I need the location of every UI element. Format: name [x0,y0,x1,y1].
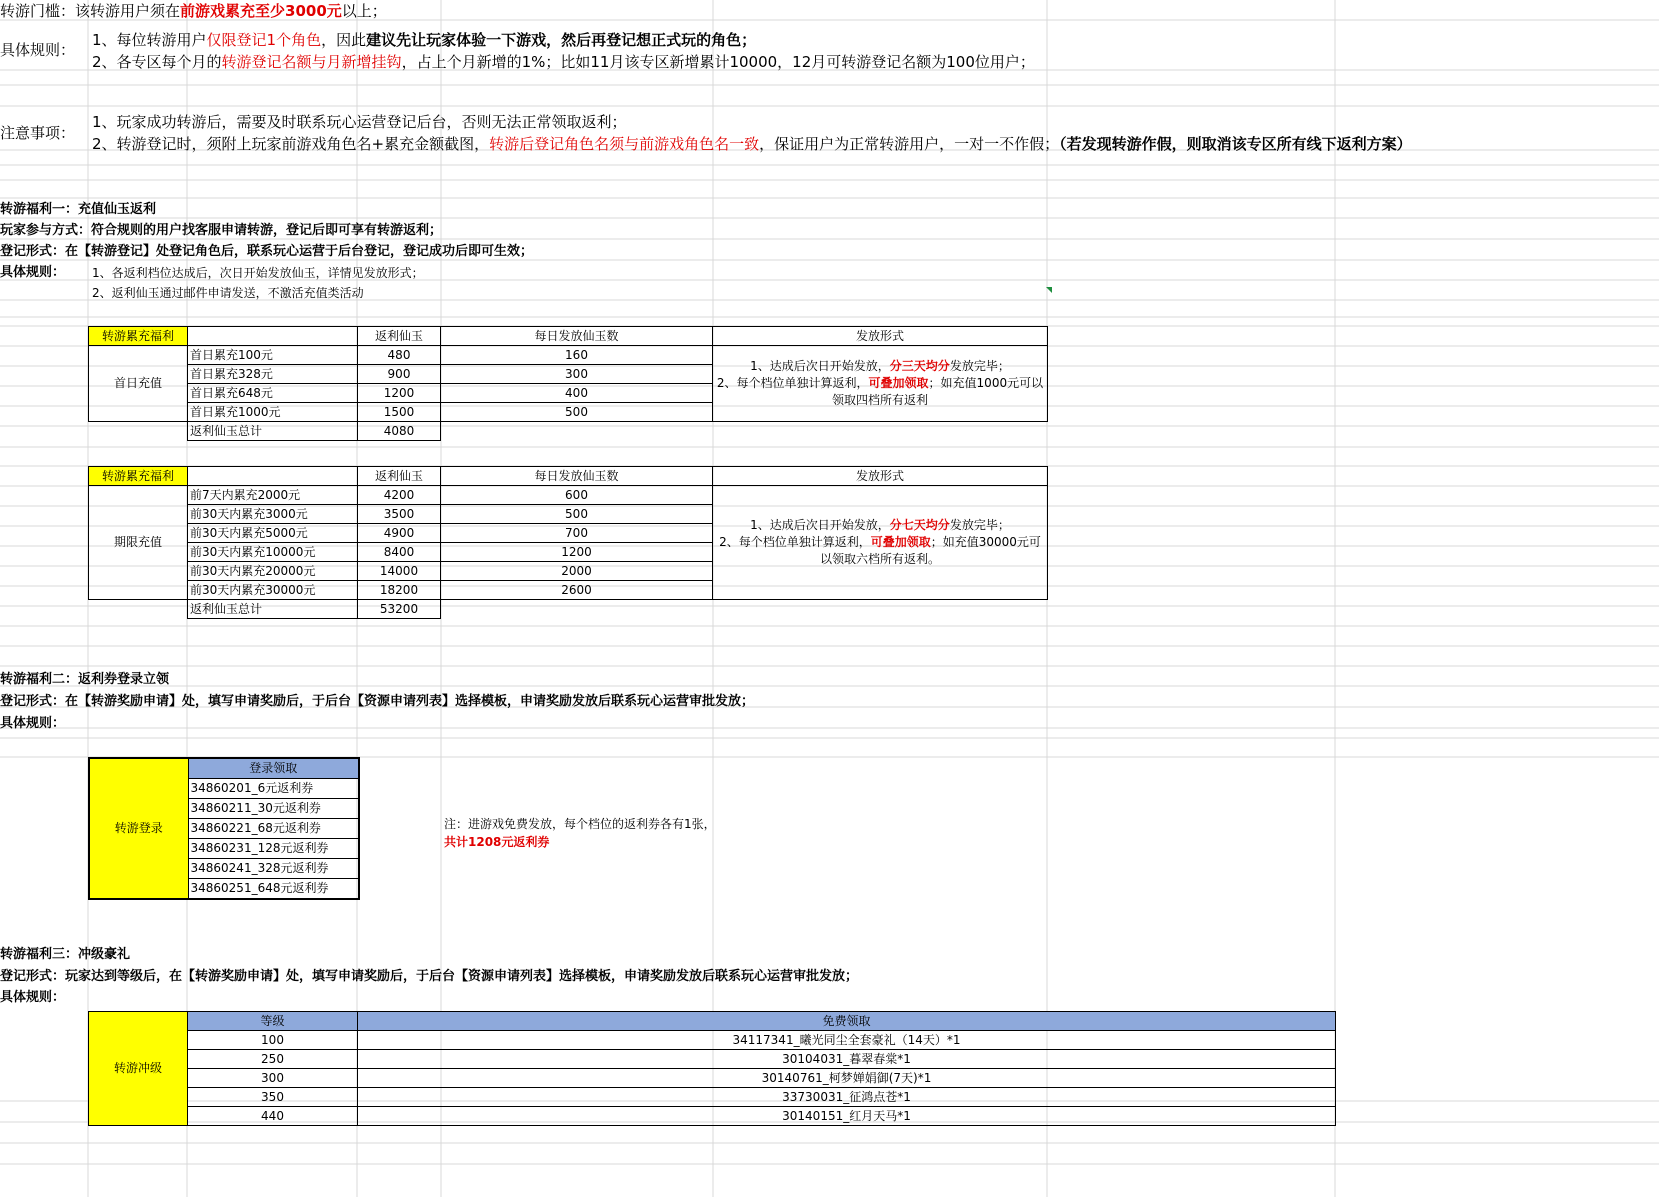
table-cell: 700 [441,524,713,543]
table-cell: 30140151_红月天马*1 [358,1107,1336,1126]
table-cell: 34117341_曦光同尘全套豪礼（14天）*1 [358,1031,1336,1050]
notes-line-1: 1、玩家成功转游后，需要及时联系玩心运营登记后台，否则无法正常领取返利； [92,113,627,131]
table-cell: 350 [188,1088,358,1107]
table-cell: 34860201_6元返利券 [188,779,359,799]
table-cell: 500 [441,403,713,422]
table-cell: 440 [188,1107,358,1126]
table-cell: 1500 [358,403,441,422]
table-cell: 600 [441,486,713,505]
table-cell: 160 [441,346,713,365]
table-cell: 前30天内累充3000元 [188,505,358,524]
table-cell: 400 [441,384,713,403]
welfare1-rule-2: 2、返利仙玉通过邮件申请发送，不激活充值类活动 [92,286,364,300]
limited-recharge-table [88,466,1048,619]
table-header: 每日发放仙玉数 [441,467,713,486]
table-header: 转游累充福利 [89,467,188,486]
table-cell: 8400 [358,543,441,562]
table-cell: 34860231_128元返利券 [188,839,359,859]
welfare1-rules-label: 具体规则： [0,265,66,280]
total-value: 53200 [358,600,441,619]
distribution-form-cell: 1、达成后次日开始发放，分三天均分发放完毕； 2、每个档位单独计算返利，可叠加领取；如充值1000元可以领取四档所有返利 [713,346,1048,422]
table-cell: 2600 [441,581,713,600]
table-cell: 30140761_柯梦婵娟御(7天)*1 [358,1069,1336,1088]
table-cell: 34860221_68元返利券 [188,819,359,839]
welfare3-rules-label: 具体规则： [0,990,66,1005]
group-cell: 期限充值 [89,486,188,600]
table-cell: 前30天内累充20000元 [188,562,358,581]
group-cell: 转游登录 [89,758,188,899]
table-cell: 300 [441,365,713,384]
table-cell: 34860241_328元返利券 [188,859,359,879]
total-value: 4080 [358,422,441,441]
table-header: 返利仙玉 [358,327,441,346]
table-header: 发放形式 [713,327,1048,346]
comment-marker[interactable] [1046,287,1052,293]
welfare3-title: 转游福利三：冲级豪礼 [0,947,131,962]
table-header: 返利仙玉 [358,467,441,486]
table-header: 转游累充福利 [89,327,188,346]
table-header: 每日发放仙玉数 [441,327,713,346]
transfer-threshold: 转游门槛：该转游用户须在前游戏累充至少3000元以上； [0,2,387,20]
welfare2-rules-label: 具体规则： [0,716,66,731]
table-cell: 480 [358,346,441,365]
level-reward-table [88,1011,1336,1126]
group-cell: 转游冲级 [89,1012,188,1126]
table-cell: 1200 [441,543,713,562]
table-cell: 首日累充1000元 [188,403,358,422]
table-cell: 30104031_暮翠春棠*1 [358,1050,1336,1069]
welfare2-register: 登记形式：在【转游奖励申请】处，填写申请奖励后，于后台【资源申请列表】选择模板，申请奖励发放后联系玩心运营审批发放； [0,694,755,709]
notes-line-2: 2、转游登记时，须附上玩家前游戏角色名+累充金额截图，转游后登记角色名须与前游戏角色名一致，保证用户为正常转游用户，一对一不作假；（若发现转游作假，则取消该专区所有线下返利方案） [92,135,1412,153]
table-cell: 2000 [441,562,713,581]
first-day-recharge-table [88,326,1048,441]
login-coupon-table [88,757,360,900]
table-cell: 4200 [358,486,441,505]
welfare3-register: 登记形式：玩家达到等级后，在【转游奖励申请】处，填写申请奖励后，于后台【资源申请列表】选择模板，申请奖励发放后联系玩心运营审批发放； [0,969,859,984]
table-cell: 首日累充328元 [188,365,358,384]
table-cell: 4900 [358,524,441,543]
total-label: 返利仙玉总计 [188,600,358,619]
welfare2-title: 转游福利二：返利券登录立领 [0,672,170,687]
table-cell: 3500 [358,505,441,524]
table-cell: 14000 [358,562,441,581]
table-cell: 500 [441,505,713,524]
welfare1-register: 登记形式：在【转游登记】处登记角色后，联系玩心运营于后台登记，登记成功后即可生效； [0,244,534,259]
table-cell: 250 [188,1050,358,1069]
distribution-form-cell: 1、达成后次日开始发放，分七天均分发放完毕； 2、每个档位单独计算返利，可叠加领取；如充值30000元可以领取六档所有返利。 [713,486,1048,600]
group-cell: 首日充值 [89,346,188,422]
table-cell: 前30天内累充10000元 [188,543,358,562]
table-cell: 前7天内累充2000元 [188,486,358,505]
table-cell: 18200 [358,581,441,600]
welfare1-title: 转游福利一：充值仙玉返利 [0,202,157,217]
table-header: 发放形式 [713,467,1048,486]
table-cell: 100 [188,1031,358,1050]
table-cell: 300 [188,1069,358,1088]
coupon-note: 注：进游戏免费发放，每个档位的返利券各有1张，共计1208元返利券 [444,817,716,849]
table-cell: 首日累充648元 [188,384,358,403]
table-cell: 34860211_30元返利券 [188,799,359,819]
notes-label: 注意事项： [0,124,76,142]
rules-label: 具体规则： [0,41,76,59]
table-cell: 前30天内累充30000元 [188,581,358,600]
table-header: 免费领取 [358,1012,1336,1031]
rules-line-1: 1、每位转游用户仅限登记1个角色，因此建议先让玩家体验一下游戏，然后再登记想正式玩的角色； [92,31,757,49]
welfare1-rule-1: 1、各返利档位达成后，次日开始发放仙玉，详情见发放形式； [92,266,424,280]
table-cell: 前30天内累充5000元 [188,524,358,543]
table-cell: 900 [358,365,441,384]
table-header: 登录领取 [188,758,359,779]
welfare1-participate: 玩家参与方式：符合规则的用户找客服申请转游，登记后即可享有转游返利； [0,223,443,238]
table-cell: 34860251_648元返利券 [188,879,359,900]
table-cell: 首日累充100元 [188,346,358,365]
table-header: 等级 [188,1012,358,1031]
table-cell: 1200 [358,384,441,403]
table-cell: 33730031_征鸿点苍*1 [358,1088,1336,1107]
rules-line-2: 2、各专区每个月的转游登记名额与月新增挂钩，占上个月新增的1%；比如11月该专区新增累计10000，12月可转游登记名额为100位用户； [92,53,1035,71]
total-label: 返利仙玉总计 [188,422,358,441]
